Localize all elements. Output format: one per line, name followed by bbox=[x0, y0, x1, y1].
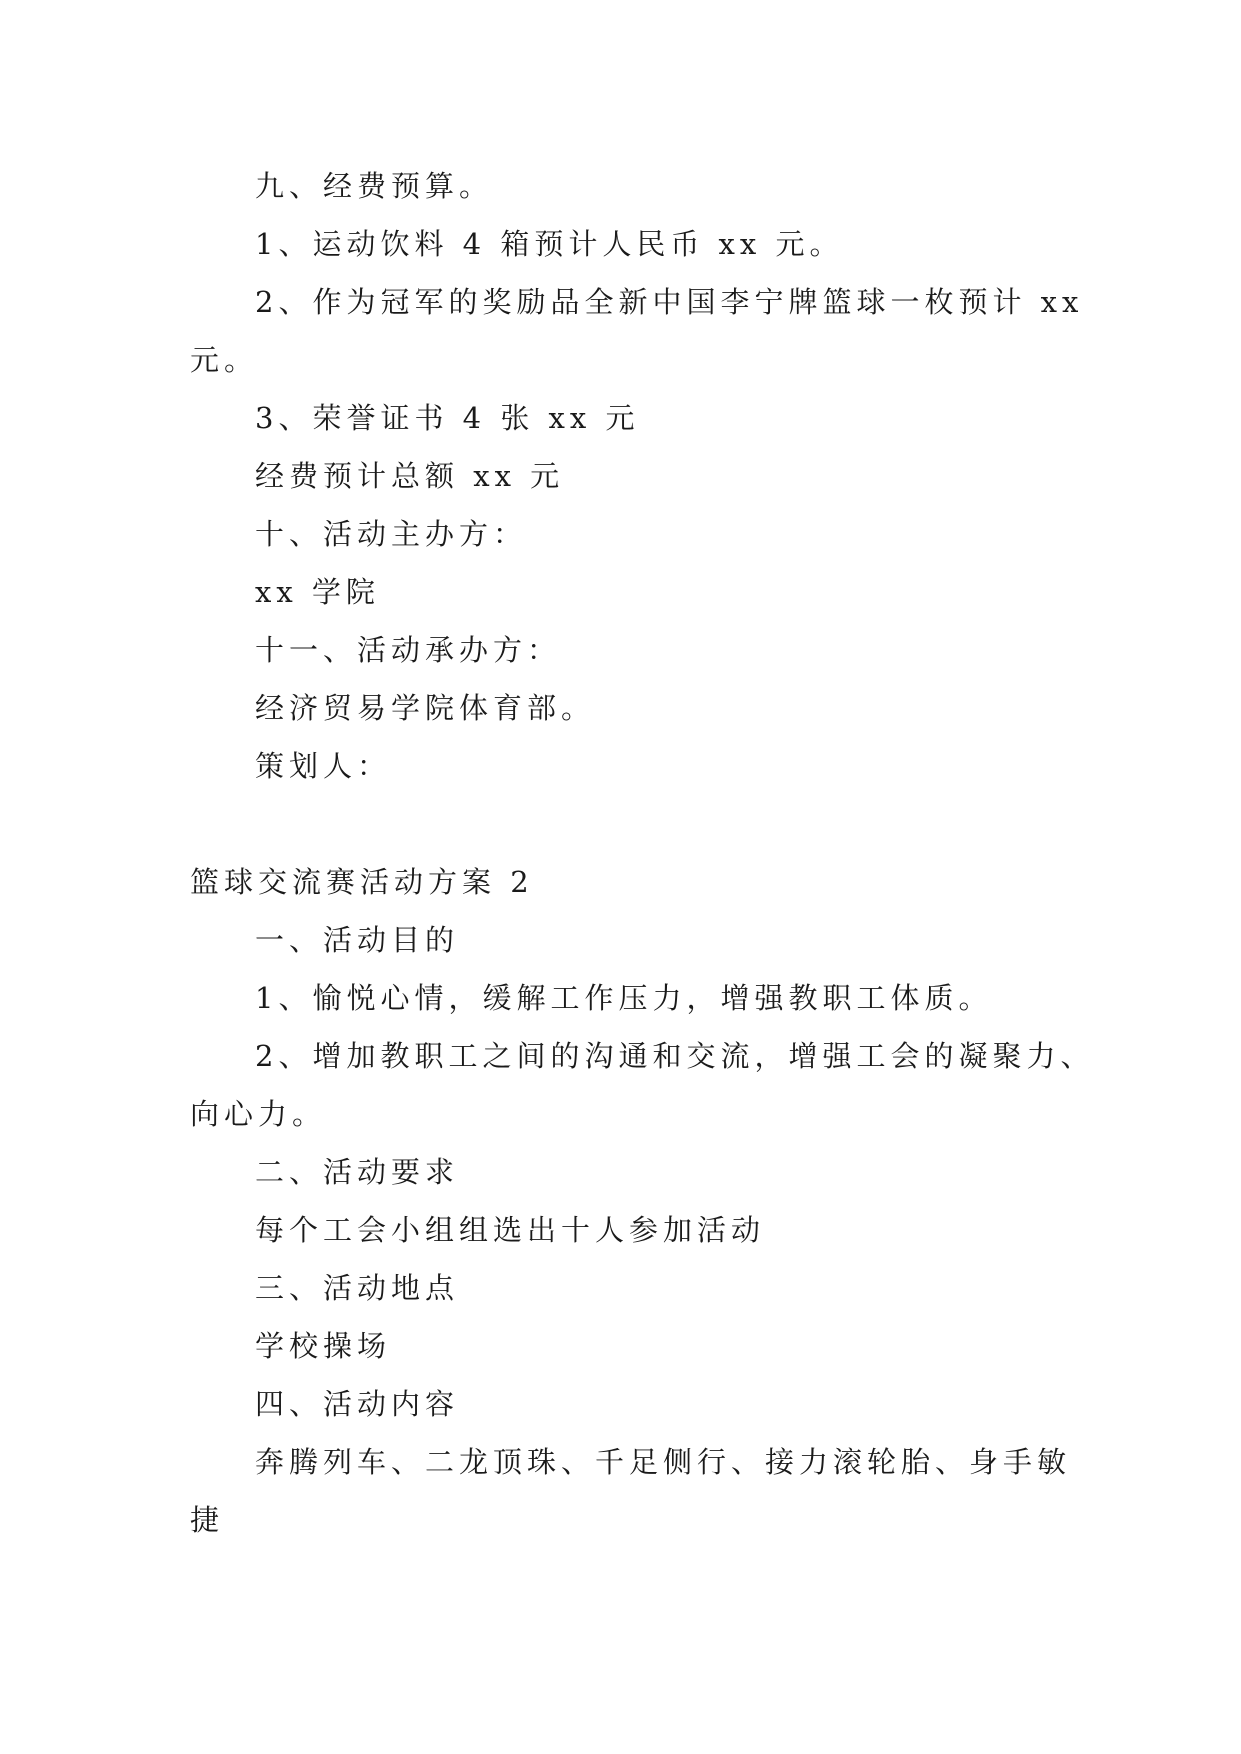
section-nine-heading: 九、经费预算。 bbox=[255, 169, 494, 203]
location-heading: 三、活动地点 bbox=[255, 1271, 460, 1305]
content-heading: 四、活动内容 bbox=[255, 1387, 460, 1421]
plan2-title: 篮球交流赛活动方案 2 bbox=[190, 865, 534, 899]
organizer: xx 学院 bbox=[255, 575, 380, 609]
budget-item-2: 2、作为冠军的奖励品全新中国李宁牌篮球一枚预计 xx bbox=[255, 285, 1084, 319]
location-text: 学校操场 bbox=[255, 1329, 392, 1363]
budget-item-2-continued: 元。 bbox=[190, 343, 259, 377]
content-text-continued: 捷 bbox=[190, 1503, 225, 1537]
purpose-item-2: 2、增加教职工之间的沟通和交流，增强工会的凝聚力、 bbox=[255, 1039, 1095, 1073]
budget-item-1: 1、运动饮料 4 箱预计人民币 xx 元。 bbox=[255, 227, 844, 261]
requirements-heading: 二、活动要求 bbox=[255, 1155, 460, 1189]
requirements-text: 每个工会小组组选出十人参加活动 bbox=[255, 1213, 766, 1247]
section-eleven-heading: 十一、活动承办方： bbox=[255, 633, 562, 667]
planner-label: 策划人： bbox=[255, 749, 392, 783]
co-organizer: 经济贸易学院体育部。 bbox=[255, 691, 596, 725]
budget-total: 经费预计总额 xx 元 bbox=[255, 459, 565, 493]
purpose-heading: 一、活动目的 bbox=[255, 923, 460, 957]
budget-item-3: 3、荣誉证书 4 张 xx 元 bbox=[255, 401, 640, 435]
section-ten-heading: 十、活动主办方： bbox=[255, 517, 528, 551]
content-text: 奔腾列车、二龙顶珠、千足侧行、接力滚轮胎、身手敏 bbox=[255, 1445, 1072, 1479]
purpose-item-1: 1、愉悦心情，缓解工作压力，增强教职工体质。 bbox=[255, 981, 993, 1015]
purpose-item-2-continued: 向心力。 bbox=[190, 1097, 327, 1131]
